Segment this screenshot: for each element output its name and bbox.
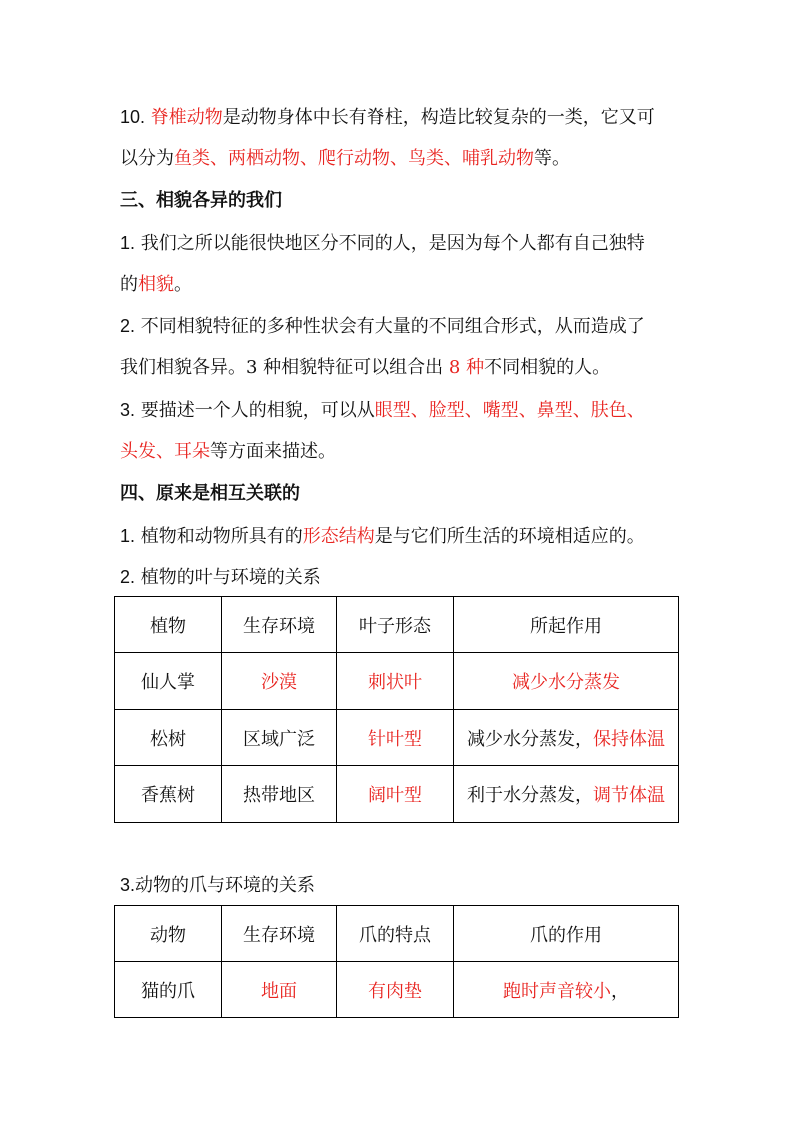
effect-cell [454,710,679,766]
s4-item2-text: 植物的叶与环境的关系 [140,567,321,588]
s3-item3-answer1: 眼型、脸型、嘴型、鼻型、肤色、 [374,400,645,421]
effect-answer: 跑时声音较小 [503,980,611,1002]
leaf-cell: 阔叶型 [337,766,454,823]
leaf-cell: 针叶型 [337,710,454,766]
env-cell: 热带地区 [222,766,337,823]
s3-item3-text1: 要描述一个人的相貌，可以从 [140,400,375,421]
s3-item2-text3: 不同相貌的人。 [484,357,611,378]
p10-text1: 是动物身体中长有脊柱，构造比较复杂的一类，它又可 [222,107,655,128]
s4-item1-answer: 形态结构 [302,526,375,547]
header-cell: 爪的特点 [337,906,454,962]
s4-item1-text2: 是与它们所生活的环境相适应的。 [374,526,645,547]
effect-text: ， [611,980,629,1002]
s3-item2-number: 2. [120,316,136,336]
p10-line2 [120,147,570,171]
s3-item1-line1 [120,231,645,256]
header-cell: 动物 [115,906,222,962]
s4-item2-number: 2. [120,567,136,587]
header-cell: 爪的作用 [454,906,679,962]
plant-cell: 仙人掌 [115,653,222,710]
table-header-row [115,906,679,962]
s3-item3-text2: 等方面来描述。 [210,441,336,462]
p10-number: 10. [120,107,146,127]
s3-item3-line1 [120,398,645,423]
s3-item1-answer: 相貌 [138,274,174,295]
s3-item1-text3: 。 [174,274,192,295]
env-cell: 区域广泛 [222,710,337,766]
effect-cell [454,962,679,1018]
feature-cell: 有肉垫 [337,962,454,1018]
s3-item3-line2 [120,440,336,464]
s4-item3-text: 动物的爪与环境的关系 [135,875,316,896]
s3-item1-text1: 我们之所以能很快地区分不同的人，是因为每个人都有自己独特 [140,233,645,254]
s3-item3-number: 3. [120,400,136,420]
leaf-cell: 刺状叶 [337,653,454,710]
header-cell: 生存环境 [222,906,337,962]
s3-item2-text2: 我们相貌各异。3 种相貌特征可以组合出 [120,357,449,378]
s3-item2-text1: 不同相貌特征的多种性状会有大量的不同组合形式，从而造成了 [140,316,645,337]
header-cell: 植物 [115,597,222,653]
animal-cell: 猫的爪 [115,962,222,1018]
s4-item2-line [120,565,321,590]
section3-title: 三、相貌各异的我们 [120,190,282,211]
header-cell: 叶子形态 [337,597,454,653]
effect-text: 减少水分蒸发， [467,728,593,750]
p10-line1 [120,105,655,130]
header-cell: 生存环境 [222,597,337,653]
effect-text: 利于水分蒸发， [467,785,593,806]
p10-examples: 鱼类、两栖动物、爬行动物、鸟类、哺乳动物 [174,148,534,169]
s3-item1-line2 [120,273,192,297]
plant-cell: 香蕉树 [115,766,222,823]
plant-cell: 松树 [115,710,222,766]
effect-answer: 减少水分蒸发 [512,672,620,693]
s3-item2-line1 [120,314,645,339]
p10-term: 脊椎动物 [150,107,223,128]
env-cell: 地面 [222,962,337,1018]
section4-title: 四、原来是相互关联的 [120,483,300,504]
table-row [115,710,679,766]
s4-item1-line [120,524,645,549]
leaf-environment-table [114,596,679,823]
s4-item3-line [120,873,315,898]
claw-environment-table [114,905,679,1018]
s3-item1-text2: 的 [120,274,138,295]
p10-text3: 等。 [534,148,570,169]
s3-item3-answer2: 头发、耳朵 [120,441,210,462]
s3-item2-line2 [120,356,610,380]
s4-item1-number: 1. [120,526,136,546]
table-header-row [115,597,679,653]
s4-item1-text1: 植物和动物所具有的 [140,526,303,547]
header-cell: 所起作用 [454,597,679,653]
table-row [115,766,679,823]
s3-item2-answer: 8 种 [448,357,485,378]
s4-item3-number: 3. [120,875,136,895]
effect-answer: 保持体温 [593,728,665,750]
table-row [115,962,679,1018]
env-cell: 沙漠 [222,653,337,710]
effect-answer: 调节体温 [593,785,665,806]
table-row [115,653,679,710]
s3-item1-number: 1. [120,233,136,253]
p10-text2: 以分为 [120,148,174,169]
effect-cell [454,653,679,710]
effect-cell [454,766,679,823]
